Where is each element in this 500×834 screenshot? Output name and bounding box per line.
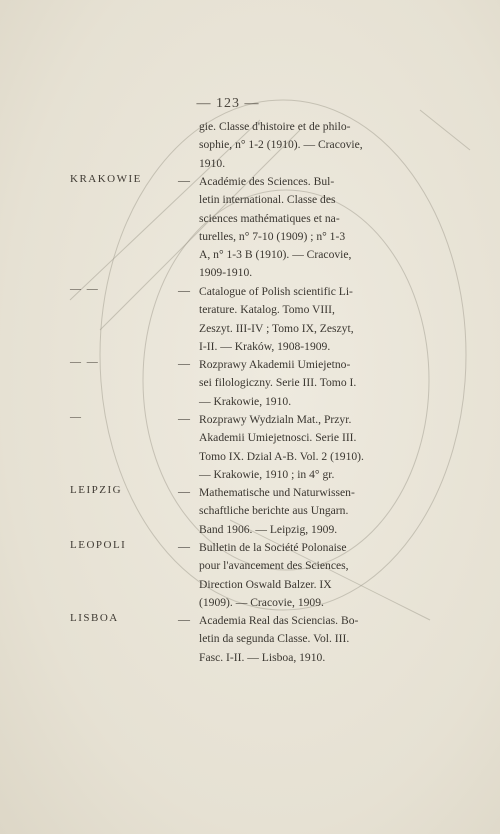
page-number: — 123 — <box>196 96 260 111</box>
entry-dash: — <box>178 484 190 498</box>
entry-dash: — <box>178 283 190 297</box>
entry-text: gie. Classe d'histoire et de philo- sophie, n° 1-2 (1910). — Cracovie, 1910. <box>199 120 363 170</box>
place-label: — — <box>70 283 100 295</box>
entry-dash: — <box>178 612 190 626</box>
entry-dash: — <box>178 539 190 553</box>
place-label: LEOPOLI <box>70 539 127 551</box>
entry-text: Rozprawy Wydzialn Mat., Przyr. Akademii Umiejetnosci. Serie III. Tomo IX. Dzial A-B. Vol. 2 (1910). — Krakowie, 1910 ; in 4° gr. <box>199 413 364 481</box>
entry-text: Academia Real das Sciencias. Bo- letin da segunda Classe. Vol. III. Fasc. I-II. — Lisboa, 1910. <box>199 614 359 664</box>
place-label: — <box>70 411 83 423</box>
place-label: LISBOA <box>70 612 119 624</box>
entry-text: Rozprawy Akademii Umiejetno- sei filologiczny. Serie III. Tomo I. — Krakowie, 1910. <box>199 358 357 408</box>
place-label: LEIPZIG <box>70 484 123 496</box>
entry-dash: — <box>178 173 190 187</box>
entry-text: Mathematische und Naturwissen- schaftliche berichte aus Ungarn. Band 1906. — Leipzig, 1909. <box>199 486 355 536</box>
entry-text: Catalogue of Polish scientific Li- terature. Katalog. Tomo VIII, Zeszyt. III-IV ; Tomo IX, Zeszyt, I-II. — Kraków, 1908-1909. <box>199 285 354 353</box>
entry-text: Académie des Sciences. Bul- letin international. Classe des sciences mathématiques et na- turelles, n° 7-10 (1909) ; n° 1-3 A, n° 1-3 B (1910). — Cracovie, 1909-1910. <box>199 175 352 280</box>
entry-dash: — <box>178 411 190 425</box>
entry-dash: — <box>178 356 190 370</box>
place-label: — — <box>70 356 100 368</box>
place-label: KRAKOWIE <box>70 173 142 185</box>
entry-text: Bulletin de la Société Polonaise pour l'avancement des Sciences, Direction Oswald Balzer. IX (1909). — Cracovie, 1909. <box>199 541 349 609</box>
